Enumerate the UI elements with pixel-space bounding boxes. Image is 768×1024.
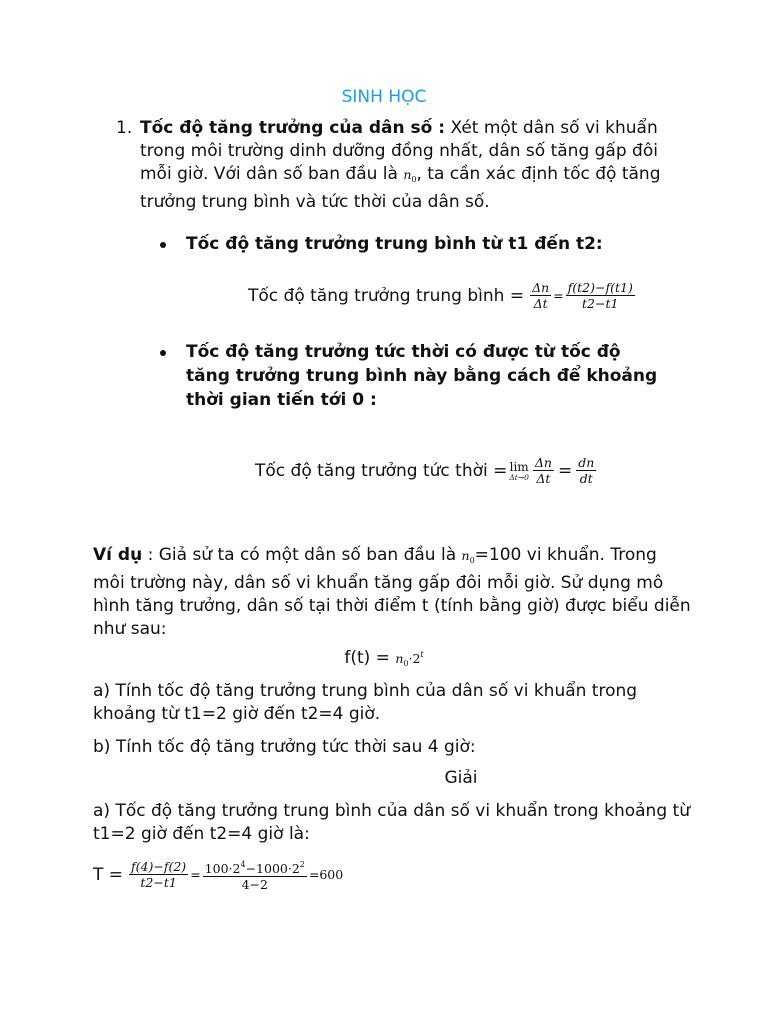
exponent-b: 2 (299, 860, 305, 869)
fraction-numerator: dn (578, 455, 595, 470)
function-expression (395, 651, 423, 666)
fraction-denominator: dt (579, 471, 593, 486)
result-value: 600 (319, 867, 344, 882)
example-text: : Giả sử ta có một dân số ban đầu là (142, 545, 462, 565)
example-text-continued: =100 vi khuẩn. Trong môi trường này, dân số vi khuẩn tăng gấp đôi mỗi giờ. Sử dụng mô hình tăng trưởng, dân số tại thời điểm t (tính bằng giờ) được biểu diễn như sau: (93, 545, 691, 639)
equals-sign: = (557, 460, 573, 481)
question-b: b) Tính tốc độ tăng trưởng tức thời sau 4 giờ: (93, 737, 476, 757)
example-label: Ví dụ (93, 545, 143, 565)
list-number: 1. (116, 118, 133, 138)
n0-symbol (462, 548, 475, 563)
function-exponent: t (420, 650, 424, 659)
instant-rate-formula (255, 455, 598, 486)
n0-letter: n (395, 651, 404, 666)
limit-subscript: Δt→0 (509, 472, 529, 482)
example-paragraph (93, 544, 693, 641)
question-a: a) Tính tốc độ tăng trưởng trung bình của dân số vi khuẩn trong khoảng từ t1=2 giờ đến t2=4 giờ. (93, 681, 638, 724)
exponent-a: 4 (240, 860, 246, 869)
delta-fraction (530, 280, 551, 311)
function-label: f(t) = (344, 648, 390, 668)
n0-subscript: 0 (403, 659, 409, 668)
n0-symbol (403, 167, 416, 182)
answer-a-formula (93, 857, 343, 892)
solution-heading: Giải (444, 768, 478, 788)
n0-subscript: 0 (411, 175, 417, 184)
numerator-part-a: 100·2 (204, 861, 241, 876)
fraction-denominator: t2−t1 (140, 875, 177, 890)
function-base: ·2 (408, 651, 421, 666)
fraction-numerator: Δn (534, 455, 552, 470)
formula-label: Tốc độ tăng trưởng trung bình = (248, 285, 525, 306)
n0-subscript: 0 (469, 556, 475, 565)
equals-sign: = (190, 867, 201, 882)
average-rate-fraction (129, 859, 188, 890)
fraction-numerator: f(4)−f(2) (131, 859, 187, 874)
item-text-after: , ta cần xác định tốc độ tăng trưởng trung bình và tức thời của dân số. (140, 164, 661, 212)
delta-fraction (533, 455, 554, 486)
item-heading: Tốc độ tăng trưởng của dân số : (140, 118, 446, 138)
limit-operator (509, 460, 529, 482)
bullet-dot (160, 350, 166, 356)
function-definition (0, 648, 768, 668)
derivative-fraction (576, 455, 596, 486)
formula-label: Tốc độ tăng trưởng tức thời = (255, 460, 508, 481)
fraction-numerator: Δn (532, 280, 550, 295)
fraction-denominator: Δt (536, 471, 551, 486)
n0-letter: n (403, 167, 412, 182)
T-label: T = (93, 864, 124, 885)
list-item-body (140, 117, 676, 214)
average-rate-formula (248, 280, 637, 311)
function-fraction (566, 280, 635, 311)
answer-a: a) Tốc độ tăng trưởng trung bình của dân số vi khuẩn trong khoảng từ t1=2 giờ đến t2=4 giờ là: (93, 801, 690, 844)
item-text: Xét một dân số vi khuẩn trong môi trường dinh dưỡng đồng nhất, dân số tăng gấp đôi mỗi giờ. Với dân số ban đầu là (140, 118, 658, 184)
numeric-fraction (203, 857, 307, 892)
bullet-text: Tốc độ tăng trưởng tức thời có được từ tốc độ tăng trưởng trung bình này bằng cách để khoảng thời gian tiến tới 0 : (186, 342, 658, 410)
limit-text: lim (509, 459, 529, 474)
bullet-text: Tốc độ tăng trưởng trung bình từ t1 đến t2: (186, 234, 603, 254)
fraction-denominator: 4−2 (241, 877, 268, 892)
numerator-part-b: −1000·2 (245, 861, 300, 876)
bullet-average-rate (160, 232, 660, 256)
fraction-numerator: f(t2)−f(t1) (567, 280, 633, 295)
bullet-dot (160, 242, 166, 248)
fraction-denominator: t2−t1 (582, 296, 619, 311)
document-title: SINH HỌC (341, 87, 427, 107)
fraction-numerator (203, 857, 307, 877)
fraction-denominator: Δt (533, 296, 548, 311)
bullet-instant-rate (160, 340, 660, 412)
equals-sign: = (553, 288, 564, 303)
equals-sign: = (308, 867, 320, 882)
list-item-1 (116, 117, 676, 214)
n0-letter: n (461, 548, 470, 563)
